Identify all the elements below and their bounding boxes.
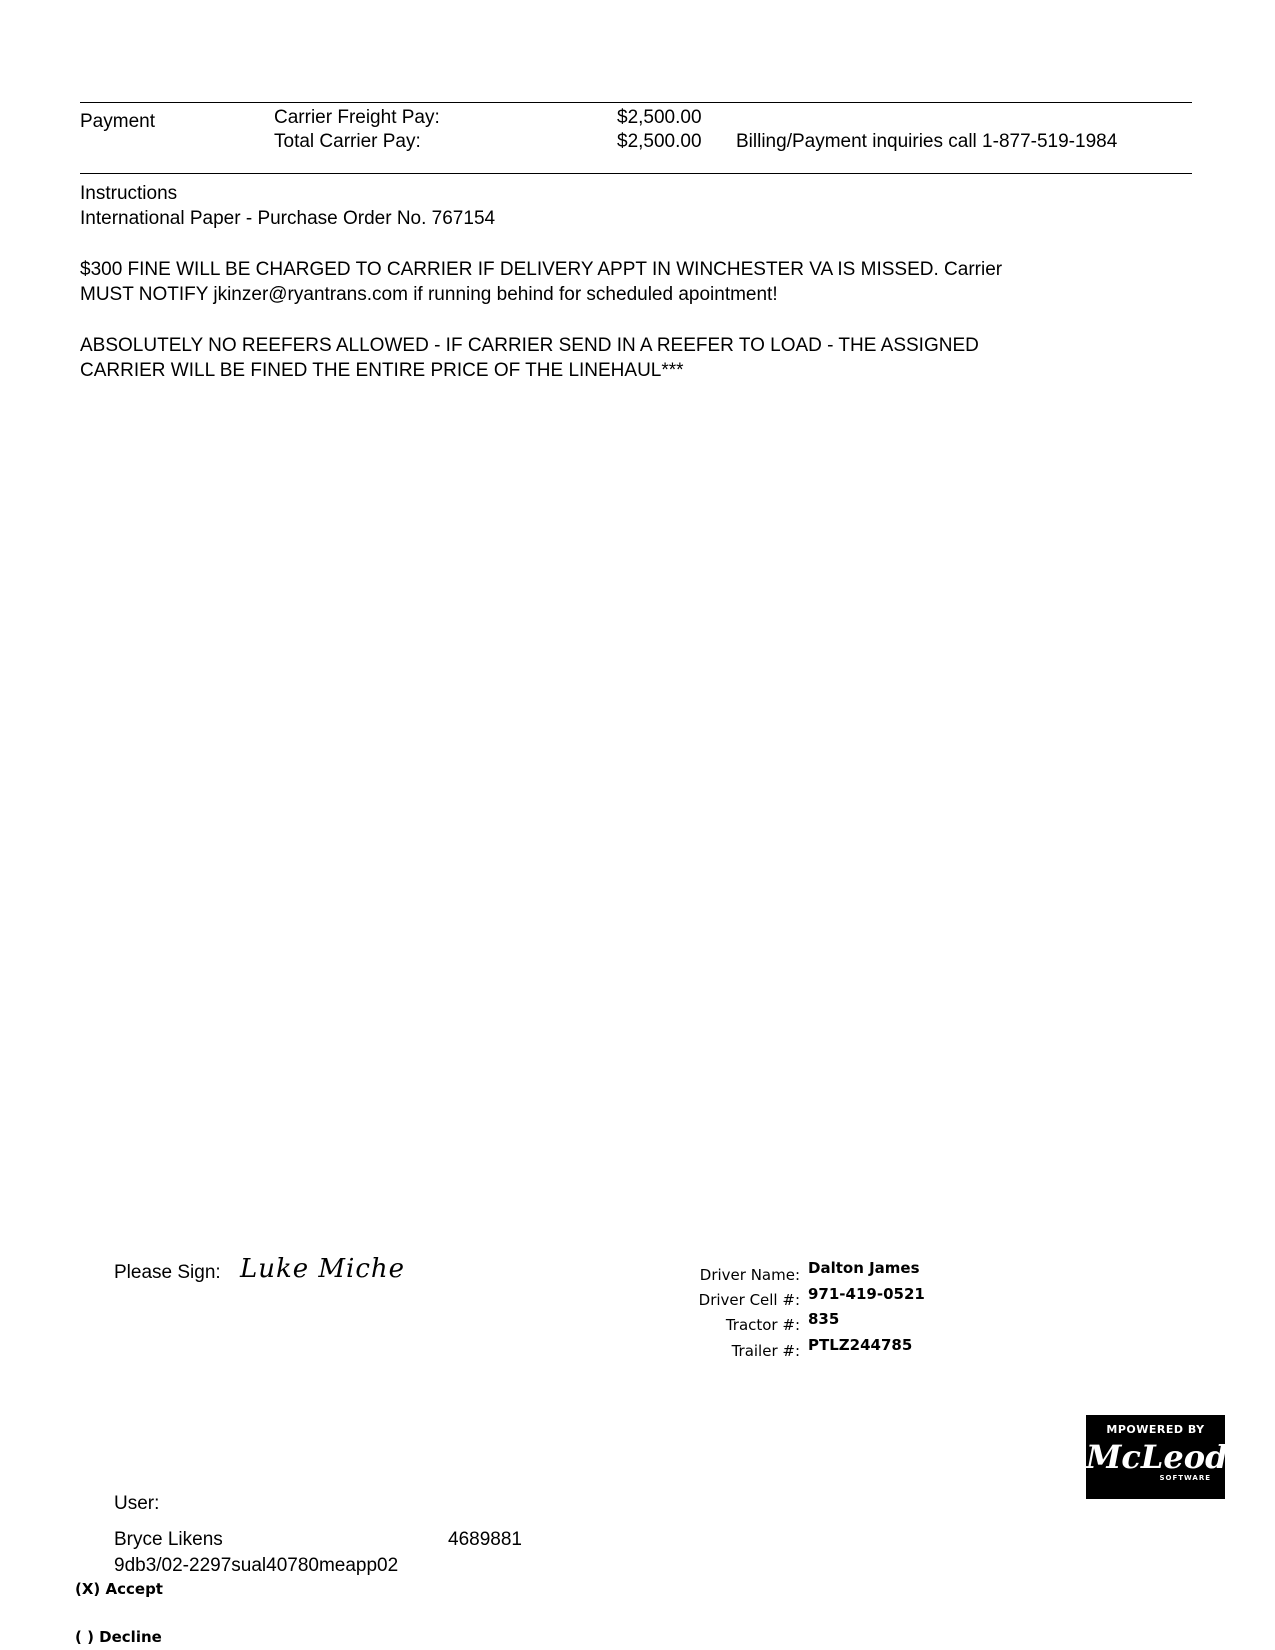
decline-option[interactable]: ( ) Decline xyxy=(75,1628,162,1646)
user-number: 4689881 xyxy=(448,1529,522,1550)
instructions-heading: Instructions xyxy=(80,183,178,204)
fine-notice-line-2: MUST NOTIFY jkinzer@ryantrans.com if running behind for scheduled apointment! xyxy=(80,284,778,305)
driver-name-value: Dalton James xyxy=(808,1259,920,1277)
logo-line-1: MPOWERED BY xyxy=(1106,1423,1205,1436)
user-name: Bryce Likens xyxy=(114,1529,223,1550)
mcleod-logo xyxy=(1086,1415,1228,1499)
trailer-label: Trailer #: xyxy=(731,1342,800,1360)
total-pay-value: $2,500.00 xyxy=(617,131,702,152)
logo-line-2: McLeod xyxy=(1086,1438,1228,1476)
payment-bottom-rule xyxy=(80,173,1192,174)
reefer-notice-line-1: ABSOLUTELY NO REEFERS ALLOWED - IF CARRIER SEND IN A REEFER TO LOAD - THE ASSIGNED xyxy=(80,335,979,356)
purchase-order-line: International Paper - Purchase Order No. 767154 xyxy=(80,208,496,229)
signature: Luke Miche xyxy=(240,1254,406,1284)
reefer-notice xyxy=(80,333,1192,383)
tractor-value: 835 xyxy=(808,1310,840,1328)
driver-cell-label: Driver Cell #: xyxy=(698,1291,800,1309)
freight-pay-label: Carrier Freight Pay: xyxy=(274,107,440,128)
tractor-label: Tractor #: xyxy=(725,1316,800,1334)
logo-line-3: SOFTWARE xyxy=(1159,1474,1211,1482)
driver-cell-value: 971-419-0521 xyxy=(808,1285,925,1303)
driver-name-label: Driver Name: xyxy=(699,1266,800,1284)
billing-inquiry: Billing/Payment inquiries call 1-877-519-1984 xyxy=(736,131,1118,152)
freight-pay-value: $2,500.00 xyxy=(617,107,702,128)
total-pay-label: Total Carrier Pay: xyxy=(274,131,421,152)
payment-section-label: Payment xyxy=(80,111,155,132)
reefer-notice-line-2: CARRIER WILL BE FINED THE ENTIRE PRICE OF THE LINEHAUL*** xyxy=(80,360,684,381)
fine-notice xyxy=(80,257,1192,307)
user-system-line: 9db3/02-2297sual40780meapp02 xyxy=(114,1555,399,1576)
top-rule xyxy=(80,102,1192,103)
fine-notice-line-1: $300 FINE WILL BE CHARGED TO CARRIER IF DELIVERY APPT IN WINCHESTER VA IS MISSED. Carrier xyxy=(80,259,1003,280)
accept-option[interactable]: (X) Accept xyxy=(75,1580,163,1598)
instructions-block xyxy=(80,181,1192,231)
sign-label: Please Sign: xyxy=(114,1262,221,1283)
trailer-value: PTLZ244785 xyxy=(808,1336,913,1354)
user-label: User: xyxy=(114,1493,160,1514)
